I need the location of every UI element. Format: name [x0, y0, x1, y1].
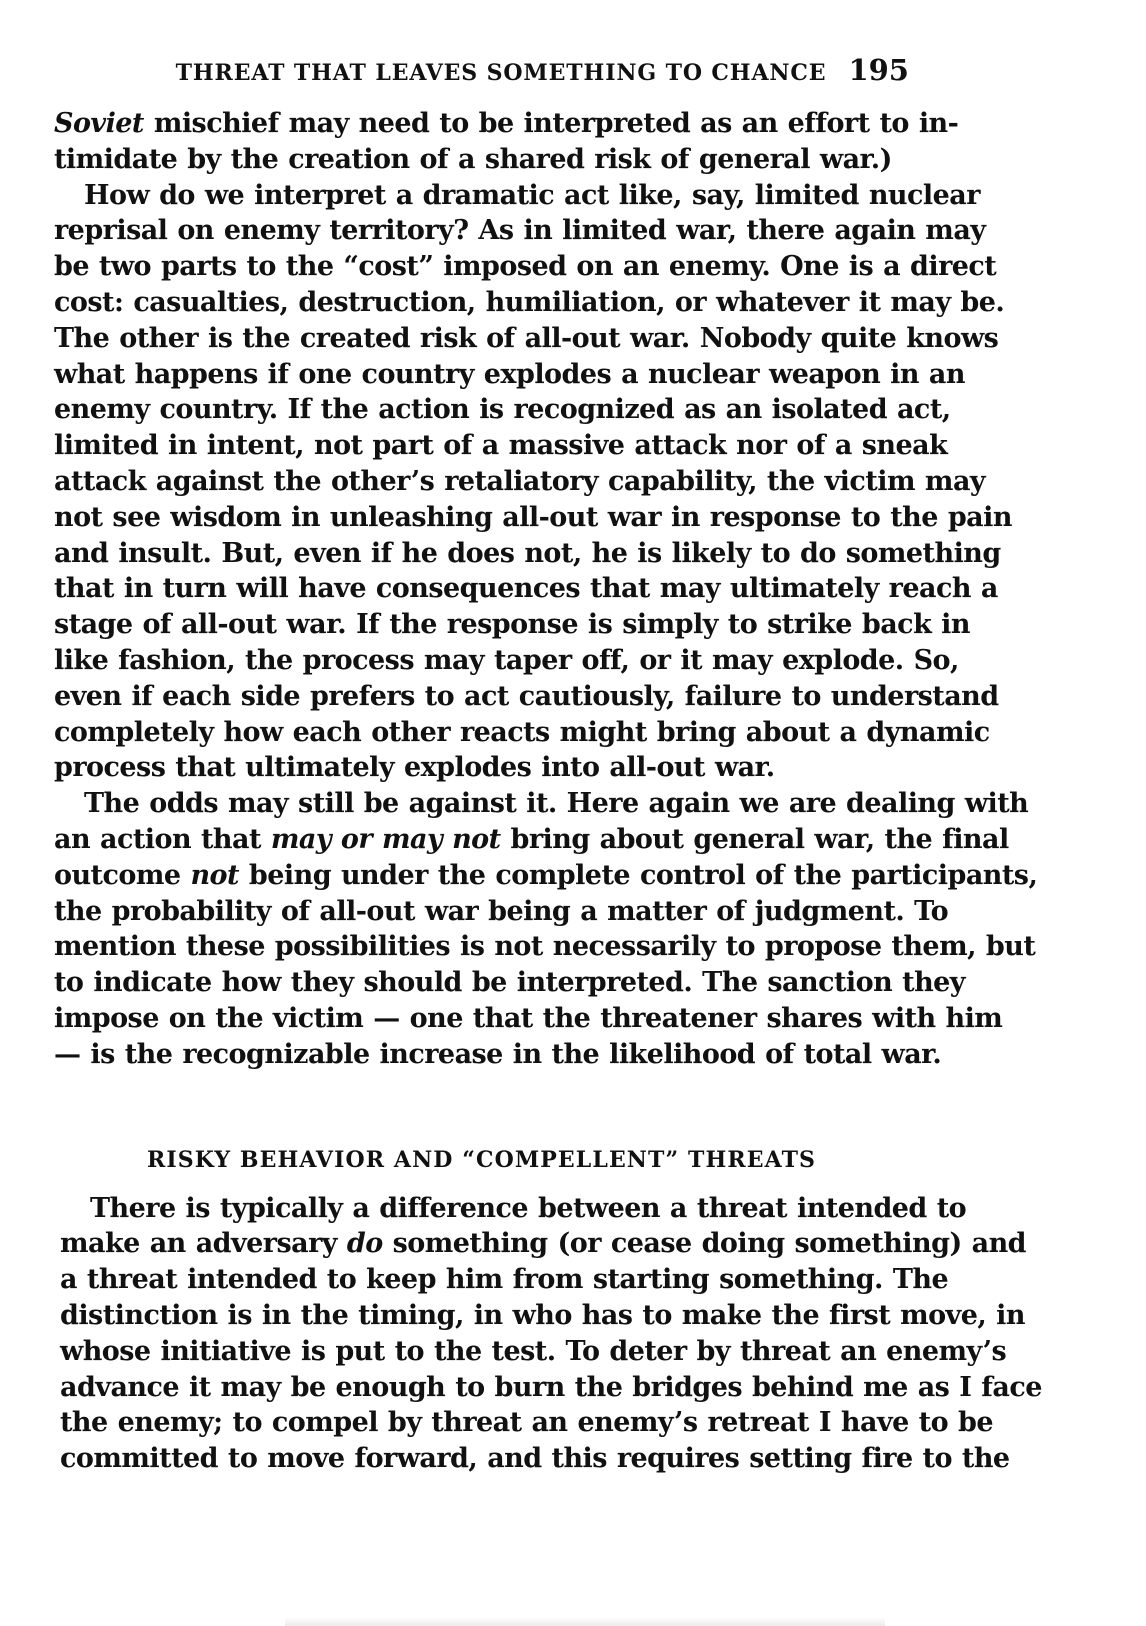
- text-line: [54, 428, 948, 464]
- text-segment: bring about general war, the final: [500, 823, 1009, 855]
- body-text: [54, 106, 1038, 1073]
- text-line: [60, 1298, 1025, 1334]
- text-line: [54, 571, 998, 607]
- text-line: [54, 679, 999, 715]
- text-segment: distinction is in the timing, in who has to make the first move, in: [60, 1299, 1025, 1331]
- text-segment: timidate by the creation of a shared risk of general war.): [54, 143, 892, 175]
- text-line: [54, 285, 1005, 321]
- section-paragraph: [60, 1191, 1042, 1477]
- italic-text: may or may not: [270, 823, 501, 855]
- text-line: [54, 822, 1009, 858]
- text-line: [60, 1226, 1027, 1262]
- text-line: [54, 142, 909, 178]
- text-line: [54, 249, 997, 285]
- text-line: [60, 1191, 967, 1227]
- book-page: [54, 53, 1042, 1477]
- text-segment: a threat intended to keep him from starting something. The: [60, 1264, 949, 1296]
- text-line: [60, 1334, 1007, 1370]
- text-line: [54, 392, 951, 428]
- text-line: [54, 464, 986, 500]
- text-segment: The other is the created risk of all-out war. Nobody quite knows: [54, 322, 999, 354]
- text-line: [54, 715, 990, 751]
- text-segment: mischief may need to be interpreted as an effort to in-: [143, 108, 959, 139]
- text-segment: the enemy; to compel by threat an enemy’s retreat I have to be: [60, 1407, 993, 1439]
- text-segment: How do we interpret a dramatic act like, say, limited nuclear: [84, 179, 980, 211]
- text-segment: what happens if one country explodes a nuclear weapon in an: [54, 358, 965, 390]
- text-line: [54, 1001, 1003, 1037]
- text-line: [60, 1441, 1010, 1477]
- text-segment: like fashion, the process may taper off, or it may explode. So,: [54, 644, 959, 676]
- text-segment: the probability of all-out war being a matter of judgment. To: [54, 895, 949, 927]
- running-head-title: THREAT THAT LEAVES SOMETHING TO CHANCE: [175, 60, 827, 86]
- text-line: [54, 1037, 942, 1073]
- text-segment: reprisal on enemy territory? As in limited war, there again may: [54, 215, 986, 247]
- text-segment: something (or cease doing something) and: [382, 1228, 1027, 1260]
- paragraph-1: [54, 106, 959, 178]
- paragraph-2: [54, 178, 1012, 787]
- text-segment: stage of all-out war. If the response is simply to strike back in: [54, 609, 970, 641]
- text-segment: to indicate how they should be interpreted. The sanction they: [54, 967, 965, 999]
- text-line: [60, 1405, 993, 1441]
- text-line: [54, 607, 970, 643]
- page-bottom-shadow: [285, 1617, 885, 1626]
- text-line: [54, 357, 965, 393]
- section-heading: RISKY BEHAVIOR AND “COMPELLENT” THREATS: [146, 1146, 817, 1173]
- text-line: [54, 536, 1001, 572]
- text-segment: an action that: [54, 823, 271, 855]
- text-line: [54, 178, 980, 214]
- text-segment: even if each side prefers to act cautiously, failure to understand: [54, 680, 999, 712]
- text-segment: that in turn will have consequences that may ultimately reach a: [54, 573, 998, 605]
- text-segment: whose initiative is put to the test. To deter by threat an enemy’s: [60, 1335, 1007, 1367]
- text-segment: impose on the victim — one that the threatener shares with him: [54, 1002, 1003, 1034]
- text-line: [54, 106, 959, 142]
- text-segment: advance it may be enough to burn the bridges behind me as I face: [60, 1371, 1042, 1403]
- text-segment: cost: casualties, destruction, humiliation, or whatever it may be.: [54, 286, 1005, 318]
- text-segment: attack against the other’s retaliatory capability, the victim may: [54, 465, 986, 497]
- text-segment: being under the complete control of the participants,: [238, 859, 1038, 891]
- italic-text: do: [346, 1228, 383, 1260]
- text-segment: and insult. But, even if he does not, he is likely to do something: [54, 537, 1001, 569]
- text-segment: completely how each other reacts might bring about a dynamic: [54, 716, 990, 748]
- text-segment: limited in intent, not part of a massive attack nor of a sneak: [54, 430, 948, 462]
- text-segment: process that ultimately explodes into all-out war.: [54, 752, 775, 784]
- text-segment: mention these possibilities is not necessarily to propose them, but: [54, 931, 1036, 963]
- text-line: [54, 929, 1036, 965]
- text-segment: The odds may still be against it. Here again we are dealing with: [84, 788, 1029, 820]
- page-number: 195: [848, 53, 909, 87]
- text-line: [54, 643, 959, 679]
- text-line: [60, 1370, 1042, 1406]
- text-segment: committed to move forward, and this requires setting fire to the: [60, 1443, 1010, 1475]
- text-line: [54, 213, 986, 249]
- text-segment: not see wisdom in unleashing all-out war in response to the pain: [54, 501, 1012, 533]
- italic-text: Soviet: [54, 108, 144, 139]
- text-line: [54, 321, 999, 357]
- text-segment: outcome: [54, 859, 191, 891]
- text-segment: be two parts to the “cost” imposed on an enemy. One is a direct: [54, 251, 997, 283]
- text-line: [54, 858, 1038, 894]
- text-segment: — is the recognizable increase in the likelihood of total war.: [54, 1038, 942, 1070]
- text-line: [54, 965, 965, 1001]
- running-head: [54, 53, 909, 104]
- italic-text: not: [190, 859, 239, 891]
- text-segment: make an adversary: [60, 1228, 347, 1260]
- text-line: [54, 786, 1029, 822]
- text-line: [54, 500, 1012, 536]
- text-segment: There is typically a difference between a threat intended to: [90, 1192, 967, 1224]
- paragraph-3: [54, 786, 1038, 1072]
- section-body-text: [60, 1191, 1042, 1477]
- text-line: [54, 750, 909, 786]
- text-segment: enemy country. If the action is recognized as an isolated act,: [54, 394, 951, 426]
- text-line: [60, 1262, 949, 1298]
- text-line: [54, 894, 949, 930]
